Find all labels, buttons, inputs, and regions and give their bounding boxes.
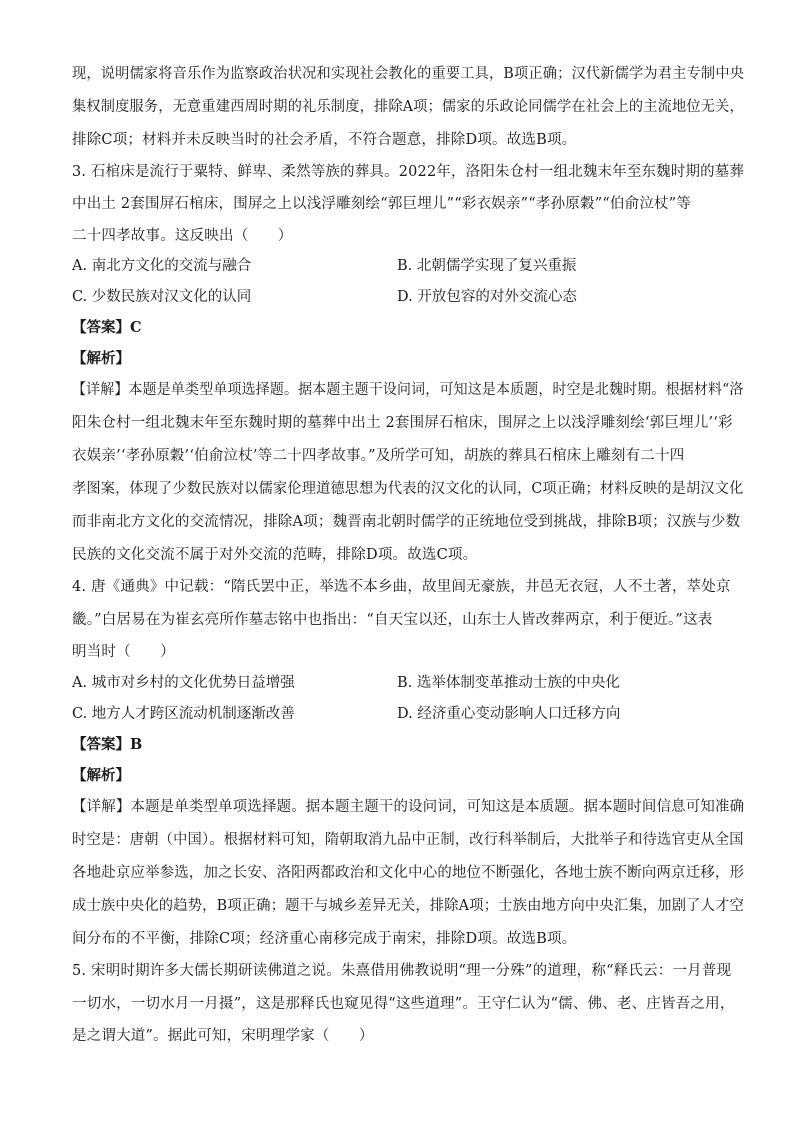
question-5-stem: 5. 宋明时期许多大儒长期研读佛道之说。朱熹借用佛教说明“理一分殊”的道理，称“释氏云：一月普现 (72, 963, 732, 979)
option-c: C. 少数民族对汉文化的认同 (72, 289, 252, 305)
explanation-line: 各地赴京应举参选，加之长安、洛阳两都政治和文化中心的地位不断强化，各地士族不断向两京迁移，形 (72, 865, 745, 881)
question-3-stem: 二十四孝故事。这反映出（ ） (72, 228, 293, 244)
option-b: B. 北朝儒学实现了复兴重振 (397, 258, 577, 274)
option-b: B. 选举体制变革推动士族的中央化 (397, 675, 620, 691)
analysis-label: 【解析】 (72, 767, 130, 784)
explanation-line: 时空是：唐朝（中国）。根据材料可知，隋朝取消九品中正制，改行科举制后，大批举子和待选官吏从全国 (72, 832, 744, 848)
explanation-line: 民族的文化交流不属于对外交流的范畴，排除D项。故选C项。 (72, 547, 478, 563)
question-4-stem: 畿。”白居易在为崔玄亮所作墓志铭中也指出：“自天宝以还，山东士人皆改葬两京，利于便近。”这表 (72, 612, 713, 628)
intro-line: 集权制度服务，无意重建西周时期的礼乐制度，排除A项；儒家的乐政论同儒学在社会上的主流地位无关， (72, 99, 744, 115)
explanation-line: 孝图案，体现了少数民族对以儒家伦理道德思想为代表的汉文化的认同，C项正确；材料反映的是胡汉文化 (72, 481, 744, 497)
option-d: D. 经济重心变动影响人口迁移方向 (397, 706, 621, 722)
explanation-line: 成士族中央化的趋势，B项正确；题干与城乡差异无关，排除A项；士族由地方向中央汇集，加剧了人才空 (72, 898, 745, 914)
option-a: A. 城市对乡村的文化优势日益增强 (72, 675, 295, 691)
explanation-line: 【详解】本题是单类型单项选择题。据本题主题干的设问词，可知这是本质题。据本题时间信息可知准确 (72, 799, 745, 815)
explanation-line: 衣娱亲’‘孝孙原穀’‘伯俞泣杖’等二十四孝故事。”及所学可知，胡族的葬具石棺床上雕刻有二十四 (72, 448, 685, 464)
option-d: D. 开放包容的对外交流心态 (397, 289, 577, 305)
explanation-line: 而非南北方文化的交流情况，排除A项；魏晋南北朝时儒学的正统地位受到挑战，排除B项；汉族与少数 (72, 514, 741, 530)
analysis-label: 【解析】 (72, 350, 130, 367)
question-4-stem: 明当时（ ） (72, 644, 175, 660)
explanation-line: 间分布的不平衡，排除C项；经济重心南移完成于南宋，排除D项。故选B项。 (72, 931, 577, 947)
option-c: C. 地方人才跨区流动机制逐渐改善 (72, 706, 295, 722)
question-5-stem: 是之谓大道”。据此可知，宋明理学家（ ） (72, 1028, 374, 1044)
intro-line: 排除C项；材料并未反映当时的社会矛盾，不符合题意，排除D项。故选B项。 (72, 132, 577, 148)
intro-line: 现，说明儒家将音乐作为监察政治状况和实现社会教化的重要工具，B项正确；汉代新儒学为君主专制中央 (72, 66, 745, 82)
answer-label: 【答案】C (72, 319, 142, 336)
answer-label: 【答案】B (72, 736, 143, 753)
question-3-stem: 3. 石棺床是流行于粟特、鲜卑、柔然等族的葬具。2022年，洛阳朱仓村一组北魏末年至东魏时期的墓葬 (72, 164, 745, 180)
option-a: A. 南北方文化的交流与融合 (72, 258, 252, 274)
question-3-stem: 中出土 2套围屏石棺床，围屏之上以浅浮雕刻绘“郭巨埋儿”“彩衣娱亲”“孝孙原穀”“伯俞泣杖”等 (72, 196, 692, 212)
explanation-line: 阳朱仓村一组北魏末年至东魏时期的墓葬中出土 2套围屏石棺床，围屏之上以浅浮雕刻绘‘郭巨埋儿’‘彩 (72, 415, 733, 431)
question-5-stem: 一切水，一切水月一月摄”，这是那释氏也窥见得“这些道理”。王守仁认为“儒、佛、老、庄皆吾之用， (72, 996, 735, 1012)
explanation-line: 【详解】本题是单类型单项选择题。据本题主题干设问词，可知这是本质题，时空是北魏时期。根据材料“洛 (72, 382, 744, 398)
question-4-stem: 4. 唐《通典》中记载：“隋氏罢中正，举选不本乡曲，故里闾无豪族，井邑无衣冠，人不土著，萃处京 (72, 579, 731, 595)
